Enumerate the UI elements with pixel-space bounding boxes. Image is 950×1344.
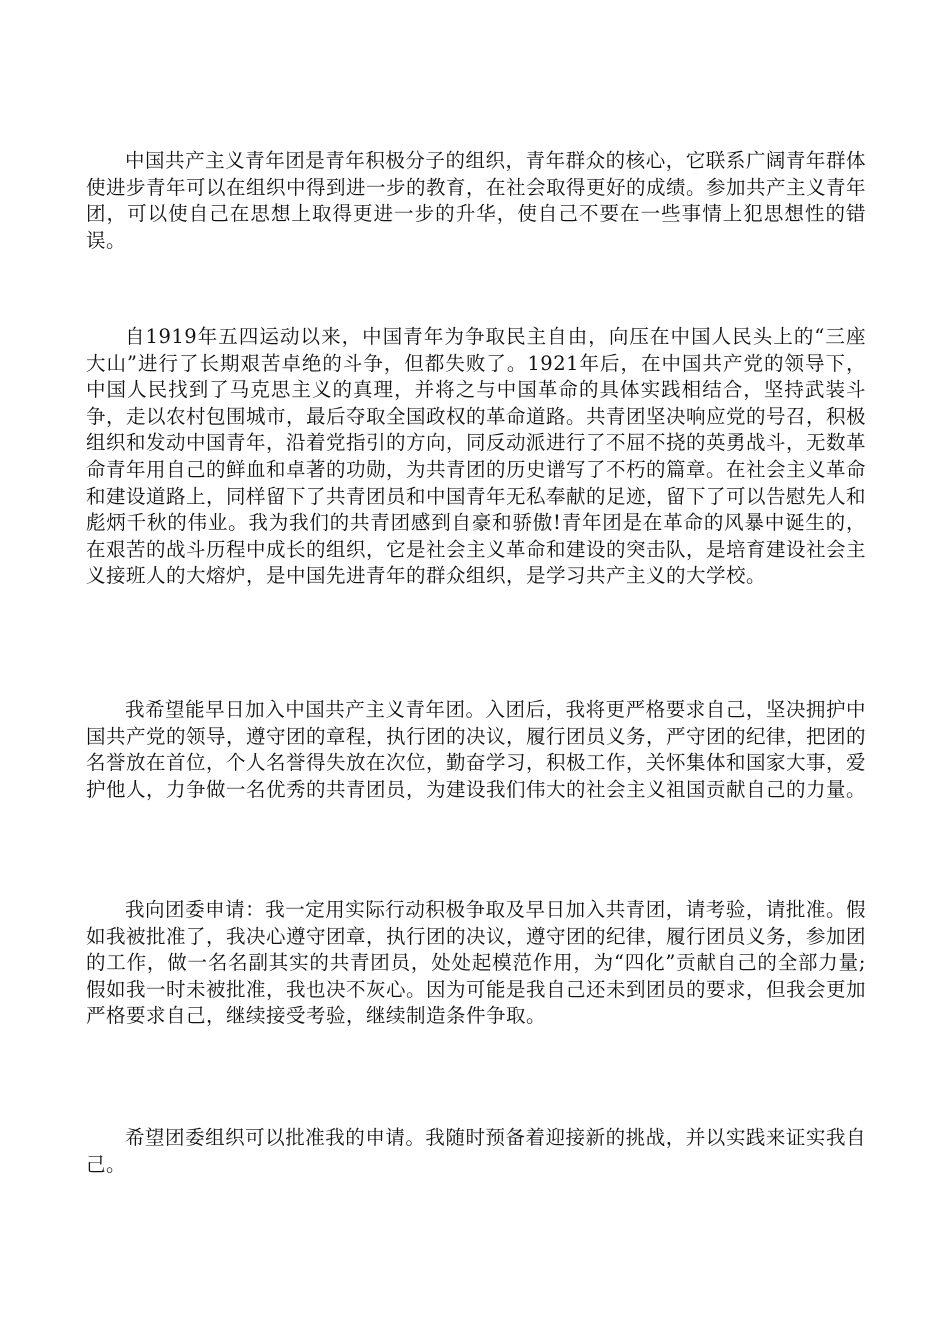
paragraph-application: 我向团委申请：我一定用实际行动积极争取及早日加入共青团，请考验，请批准。假如我被批准了，我决心遵守团章，执行团的决议，遵守团的纪律，履行团员义务，参加团的工作，做一名名副其实的共青团员，处处起模范作用，为“四化”贡献自己的全部力量;假如我一时未被批准，我也决不灰心。因为可能是我自己还未到团员的要求，但我会更加严格要求自己，继续接受考验，继续制造条件争取。: [86, 898, 867, 1028]
paragraph-history: 自1919年五四运动以来，中国青年为争取民主自由，向压在中国人民头上的“三座大山”进行了长期艰苦卓绝的斗争，但都失败了。1921年后，在中国共产党的领导下，中国人民找到了马克思主义的真理，并将之与中国革命的具体实践相结合，坚持武装斗争，走以农村包围城市，最后夺取全国政权的革命道路。共青团坚决响应党的号召，积极组织和发动中国青年，沿着党指引的方向，同反动派进行了不屈不挠的英勇战斗，无数革命青年用自己的鲜血和卓著的功勋，为共青团的历史谱写了不朽的篇章。在社会主义革命和建设道路上，同样留下了共青团员和中国青年无私奉献的足迹，留下了可以告慰先人和彪炳千秋的伟业。我为我们的共青团感到自豪和骄傲!青年团是在革命的风暴中诞生的，在艰苦的战斗历程中成长的组织，它是社会主义革命和建设的突击队，是培育建设社会主义接班人的大熔炉，是中国先进青年的群众组织，是学习共产主义的大学校。: [86, 325, 867, 588]
paragraph-pledge: 我希望能早日加入中国共产主义青年团。入团后，我将更严格要求自己，坚决拥护中国共产党的领导，遵守团的章程，执行团的决议，履行团员义务，严守团的纪律，把团的名誉放在首位，个人名誉得失放在次位，勤奋学习，积极工作，关怀集体和国家大事，爱护他人，力争做一名优秀的共青团员，为建设我们伟大的社会主义祖国贡献自己的力量。: [86, 698, 867, 801]
paragraph-intro: 中国共产主义青年团是青年积极分子的组织，青年群众的核心，它联系广阔青年群体使进步青年可以在组织中得到进一步的教育，在社会取得更好的成绩。参加共产主义青年团，可以使自己在思想上取得更进一步的升华，使自己不要在一些事情上犯思想性的错误。: [86, 149, 867, 252]
paragraph-closing: 希望团委组织可以批准我的申请。我随时预备着迎接新的挑战，并以实践来证实我自己。: [86, 1126, 866, 1176]
